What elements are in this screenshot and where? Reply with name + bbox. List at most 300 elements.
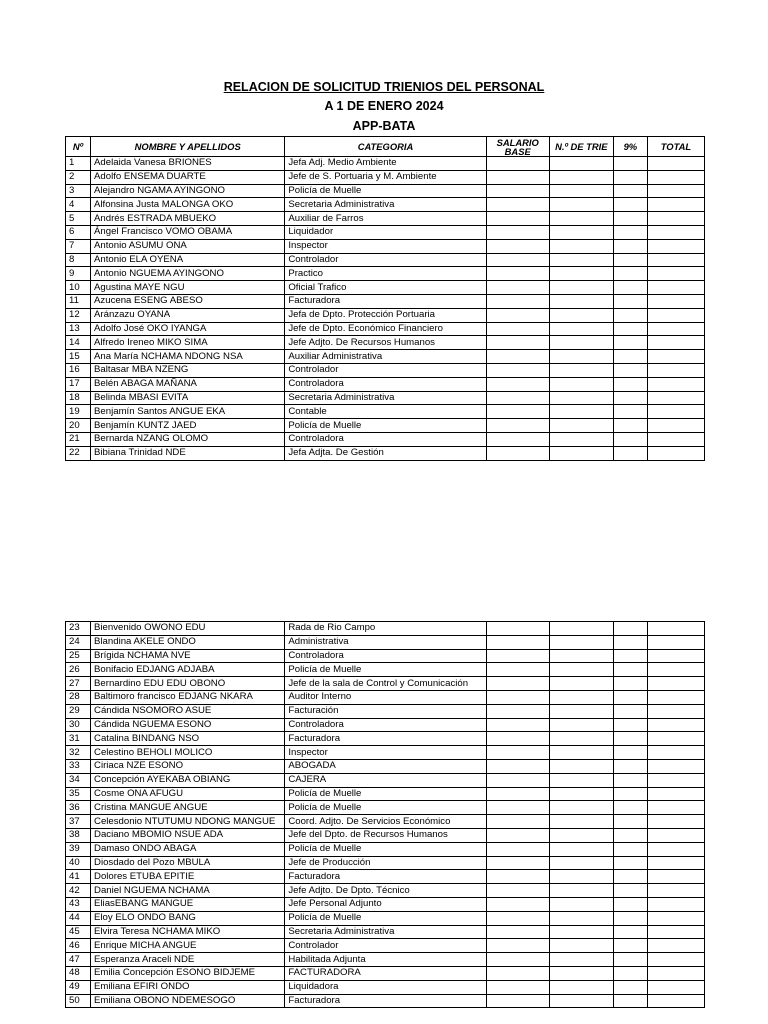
trie-count-cell	[549, 718, 613, 732]
employee-category: Liquidador	[285, 225, 486, 239]
salary-base-cell	[486, 184, 549, 198]
total-cell	[647, 157, 704, 171]
pct-cell	[613, 225, 647, 239]
salary-base-cell	[486, 759, 549, 773]
pct-cell	[613, 994, 647, 1008]
table-row	[66, 690, 705, 704]
total-cell	[647, 336, 704, 350]
row-number: 8	[66, 253, 91, 267]
trie-count-cell	[549, 281, 613, 295]
employee-name: Adolfo ENSEMA DUARTE	[91, 170, 285, 184]
total-cell	[647, 663, 704, 677]
total-cell	[647, 267, 704, 281]
pct-cell	[613, 787, 647, 801]
total-cell	[647, 198, 704, 212]
employee-name: Antonio ELA OYENA	[91, 253, 285, 267]
employee-category: ABOGADA	[285, 759, 486, 773]
row-number: 6	[66, 225, 91, 239]
table-row	[66, 842, 705, 856]
total-cell	[647, 225, 704, 239]
employee-category: Controladora	[285, 432, 486, 446]
employee-name: Aránzazu OYANA	[91, 308, 285, 322]
trie-count-cell	[549, 622, 613, 636]
row-number: 12	[66, 308, 91, 322]
pct-cell	[613, 649, 647, 663]
employee-name: Emilia Concepción ESONO BIDJEME	[91, 966, 285, 980]
row-number: 13	[66, 322, 91, 336]
table-row	[66, 391, 705, 405]
salary-base-cell	[486, 718, 549, 732]
employee-name: Cristina MANGUE ANGUE	[91, 801, 285, 815]
total-cell	[647, 842, 704, 856]
trie-count-cell	[549, 884, 613, 898]
trie-count-cell	[549, 801, 613, 815]
row-number: 3	[66, 184, 91, 198]
row-number: 9	[66, 267, 91, 281]
salary-base-cell	[486, 419, 549, 433]
trie-count-cell	[549, 198, 613, 212]
trie-count-cell	[549, 350, 613, 364]
row-number: 18	[66, 391, 91, 405]
employee-name: Antonio ASUMU ONA	[91, 239, 285, 253]
table-body-part1	[66, 157, 705, 461]
salary-base-cell	[486, 994, 549, 1008]
employee-name: Bernarda NZANG OLOMO	[91, 432, 285, 446]
table-row	[66, 994, 705, 1008]
employee-name: Celestino BEHOLI MOLICO	[91, 746, 285, 760]
table-row	[66, 239, 705, 253]
employee-category: Policía de Muelle	[285, 801, 486, 815]
pct-cell	[613, 718, 647, 732]
salary-base-cell	[486, 815, 549, 829]
table-row	[66, 773, 705, 787]
total-cell	[647, 377, 704, 391]
pct-cell	[613, 281, 647, 295]
salary-base-cell	[486, 432, 549, 446]
row-number: 27	[66, 677, 91, 691]
trie-count-cell	[549, 759, 613, 773]
trie-count-cell	[549, 897, 613, 911]
pct-cell	[613, 405, 647, 419]
employee-category: Secretaria Administrativa	[285, 198, 486, 212]
employee-name: Esperanza Araceli NDE	[91, 953, 285, 967]
salary-base-cell	[486, 267, 549, 281]
employee-category: Auxiliar Administrativa	[285, 350, 486, 364]
pct-cell	[613, 622, 647, 636]
table-row	[66, 281, 705, 295]
employee-category: Contable	[285, 405, 486, 419]
personnel-table-part1	[65, 136, 705, 461]
employee-name: Baltimoro francisco EDJANG NKARA	[91, 690, 285, 704]
salary-base-cell	[486, 294, 549, 308]
employee-category: Policía de Muelle	[285, 663, 486, 677]
table-row	[66, 746, 705, 760]
salary-base-cell	[486, 212, 549, 226]
pct-cell	[613, 939, 647, 953]
pct-cell	[613, 870, 647, 884]
trie-count-cell	[549, 870, 613, 884]
trie-count-cell	[549, 663, 613, 677]
employee-name: Elvira Teresa NCHAMA MIKO	[91, 925, 285, 939]
row-number: 32	[66, 746, 91, 760]
row-number: 46	[66, 939, 91, 953]
trie-count-cell	[549, 980, 613, 994]
total-cell	[647, 635, 704, 649]
employee-category: Jefe Personal Adjunto	[285, 897, 486, 911]
pct-cell	[613, 322, 647, 336]
employee-category: Policía de Muelle	[285, 184, 486, 198]
trie-count-cell	[549, 649, 613, 663]
employee-name: Damaso ONDO ABAGA	[91, 842, 285, 856]
table-row	[66, 704, 705, 718]
pct-cell	[613, 746, 647, 760]
row-number: 44	[66, 911, 91, 925]
trie-count-cell	[549, 966, 613, 980]
table-row	[66, 225, 705, 239]
pct-cell	[613, 953, 647, 967]
table-row	[66, 856, 705, 870]
employee-name: Ciriaca NZE ESONO	[91, 759, 285, 773]
row-number: 7	[66, 239, 91, 253]
table-row	[66, 308, 705, 322]
header-num: Nº	[66, 137, 91, 157]
employee-category: Facturadora	[285, 732, 486, 746]
table-row	[66, 870, 705, 884]
table-body-part2	[66, 622, 705, 1008]
salary-base-cell	[486, 377, 549, 391]
pct-cell	[613, 198, 647, 212]
trie-count-cell	[549, 856, 613, 870]
salary-base-cell	[486, 704, 549, 718]
table-row	[66, 198, 705, 212]
employee-name: Azucena ESENG ABESO	[91, 294, 285, 308]
total-cell	[647, 773, 704, 787]
pct-cell	[613, 363, 647, 377]
employee-name: Benjamín KUNTZ JAED	[91, 419, 285, 433]
pct-cell	[613, 856, 647, 870]
table-row	[66, 828, 705, 842]
row-number: 25	[66, 649, 91, 663]
pct-cell	[613, 212, 647, 226]
pct-cell	[613, 828, 647, 842]
employee-category: CAJERA	[285, 773, 486, 787]
pct-cell	[613, 897, 647, 911]
header-salary-line1: SALARIO	[496, 136, 539, 148]
table-row	[66, 446, 705, 460]
total-cell	[647, 432, 704, 446]
trie-count-cell	[549, 677, 613, 691]
pct-cell	[613, 308, 647, 322]
table-row	[66, 649, 705, 663]
salary-base-cell	[486, 198, 549, 212]
salary-base-cell	[486, 856, 549, 870]
total-cell	[647, 253, 704, 267]
table-row	[66, 718, 705, 732]
salary-base-cell	[486, 635, 549, 649]
document-entity: APP-BATA	[352, 119, 416, 133]
trie-count-cell	[549, 267, 613, 281]
row-number: 43	[66, 897, 91, 911]
table-row	[66, 622, 705, 636]
row-number: 47	[66, 953, 91, 967]
header-trie: N.º DE TRIE	[549, 137, 613, 157]
employee-category: Jefe de la sala de Control y Comunicación	[285, 677, 486, 691]
salary-base-cell	[486, 253, 549, 267]
trie-count-cell	[549, 773, 613, 787]
trie-count-cell	[549, 225, 613, 239]
total-cell	[647, 622, 704, 636]
employee-name: Bonifacio EDJANG ADJABA	[91, 663, 285, 677]
table-row	[66, 377, 705, 391]
table-row	[66, 267, 705, 281]
table-row	[66, 170, 705, 184]
pct-cell	[613, 925, 647, 939]
row-number: 23	[66, 622, 91, 636]
pct-cell	[613, 732, 647, 746]
salary-base-cell	[486, 281, 549, 295]
salary-base-cell	[486, 828, 549, 842]
total-cell	[647, 801, 704, 815]
pct-cell	[613, 966, 647, 980]
trie-count-cell	[549, 635, 613, 649]
total-cell	[647, 746, 704, 760]
table-row	[66, 432, 705, 446]
pct-cell	[613, 635, 647, 649]
employee-category: Jefe de Dpto. Económico Financiero	[285, 322, 486, 336]
row-number: 24	[66, 635, 91, 649]
trie-count-cell	[549, 953, 613, 967]
pct-cell	[613, 759, 647, 773]
salary-base-cell	[486, 649, 549, 663]
employee-name: Agustina MAYE NGU	[91, 281, 285, 295]
table-row	[66, 677, 705, 691]
trie-count-cell	[549, 994, 613, 1008]
employee-name: Adolfo José OKO IYANGA	[91, 322, 285, 336]
table-row	[66, 966, 705, 980]
trie-count-cell	[549, 184, 613, 198]
row-number: 30	[66, 718, 91, 732]
pct-cell	[613, 677, 647, 691]
salary-base-cell	[486, 801, 549, 815]
trie-count-cell	[549, 363, 613, 377]
table-row	[66, 350, 705, 364]
total-cell	[647, 939, 704, 953]
total-cell	[647, 170, 704, 184]
row-number: 4	[66, 198, 91, 212]
pct-cell	[613, 184, 647, 198]
pct-cell	[613, 419, 647, 433]
salary-base-cell	[486, 336, 549, 350]
salary-base-cell	[486, 363, 549, 377]
salary-base-cell	[486, 350, 549, 364]
employee-name: Cosme ONA AFUGU	[91, 787, 285, 801]
table-row	[66, 294, 705, 308]
total-cell	[647, 994, 704, 1008]
total-cell	[647, 690, 704, 704]
total-cell	[647, 759, 704, 773]
table-row	[66, 419, 705, 433]
employee-category: Practico	[285, 267, 486, 281]
trie-count-cell	[549, 391, 613, 405]
employee-name: Bienvenido OWONO EDU	[91, 622, 285, 636]
row-number: 5	[66, 212, 91, 226]
table-row	[66, 732, 705, 746]
row-number: 16	[66, 363, 91, 377]
employee-name: Cándida NGUEMA ESONO	[91, 718, 285, 732]
header-salary	[486, 137, 549, 157]
table-row	[66, 184, 705, 198]
employee-name: Belén ABAGA MAÑANA	[91, 377, 285, 391]
row-number: 48	[66, 966, 91, 980]
trie-count-cell	[549, 336, 613, 350]
employee-name: Daniel NGUEMA NCHAMA	[91, 884, 285, 898]
salary-base-cell	[486, 870, 549, 884]
total-cell	[647, 953, 704, 967]
total-cell	[647, 787, 704, 801]
row-number: 29	[66, 704, 91, 718]
trie-count-cell	[549, 157, 613, 171]
salary-base-cell	[486, 322, 549, 336]
employee-name: Brígida NCHAMA NVE	[91, 649, 285, 663]
total-cell	[647, 884, 704, 898]
row-number: 1	[66, 157, 91, 171]
salary-base-cell	[486, 732, 549, 746]
trie-count-cell	[549, 294, 613, 308]
employee-name: Alfonsina Justa MALONGA OKO	[91, 198, 285, 212]
employee-category: Auditor Interno	[285, 690, 486, 704]
employee-category: Controlador	[285, 253, 486, 267]
employee-name: Andrés ESTRADA MBUEKO	[91, 212, 285, 226]
total-cell	[647, 718, 704, 732]
employee-category: Secretaria Administrativa	[285, 391, 486, 405]
salary-base-cell	[486, 622, 549, 636]
employee-category: Secretaria Administrativa	[285, 925, 486, 939]
salary-base-cell	[486, 677, 549, 691]
row-number: 28	[66, 690, 91, 704]
table-row	[66, 953, 705, 967]
row-number: 33	[66, 759, 91, 773]
table-row	[66, 884, 705, 898]
salary-base-cell	[486, 157, 549, 171]
trie-count-cell	[549, 925, 613, 939]
employee-category: Facturadora	[285, 294, 486, 308]
employee-name: Ana María NCHAMA NDONG NSA	[91, 350, 285, 364]
table-row	[66, 925, 705, 939]
pct-cell	[613, 801, 647, 815]
total-cell	[647, 419, 704, 433]
document-title: RELACION DE SOLICITUD TRIENIOS DEL PERSONAL	[223, 80, 545, 94]
pct-cell	[613, 446, 647, 460]
employee-name: Adelaida Vanesa BRIONES	[91, 157, 285, 171]
employee-category: Habilitada Adjunta	[285, 953, 486, 967]
total-cell	[647, 980, 704, 994]
salary-base-cell	[486, 911, 549, 925]
table-row	[66, 212, 705, 226]
employee-name: Baltasar MBA NZENG	[91, 363, 285, 377]
employee-category: Facturadora	[285, 870, 486, 884]
pct-cell	[613, 432, 647, 446]
table-row	[66, 635, 705, 649]
employee-name: Diosdado del Pozo MBULA	[91, 856, 285, 870]
table-row	[66, 801, 705, 815]
pct-cell	[613, 815, 647, 829]
pct-cell	[613, 842, 647, 856]
employee-category: Controladora	[285, 649, 486, 663]
employee-category: Liquidadora	[285, 980, 486, 994]
salary-base-cell	[486, 308, 549, 322]
trie-count-cell	[549, 815, 613, 829]
row-number: 37	[66, 815, 91, 829]
header-pct: 9%	[613, 137, 647, 157]
total-cell	[647, 405, 704, 419]
total-cell	[647, 870, 704, 884]
employee-category: Jefa Adj. Medio Ambiente	[285, 157, 486, 171]
row-number: 17	[66, 377, 91, 391]
salary-base-cell	[486, 239, 549, 253]
salary-base-cell	[486, 842, 549, 856]
salary-base-cell	[486, 925, 549, 939]
employee-name: Eloy ELO ONDO BANG	[91, 911, 285, 925]
pct-cell	[613, 336, 647, 350]
header-total: TOTAL	[647, 137, 704, 157]
total-cell	[647, 856, 704, 870]
row-number: 14	[66, 336, 91, 350]
employee-category: Coord. Adjto. De Servicios Económico	[285, 815, 486, 829]
header-salary-line2: BASE	[504, 145, 531, 157]
row-number: 41	[66, 870, 91, 884]
employee-category: Jefe Adjto. De Recursos Humanos	[285, 336, 486, 350]
total-cell	[647, 828, 704, 842]
employee-category: Inspector	[285, 746, 486, 760]
trie-count-cell	[549, 170, 613, 184]
salary-base-cell	[486, 897, 549, 911]
salary-base-cell	[486, 884, 549, 898]
total-cell	[647, 966, 704, 980]
salary-base-cell	[486, 787, 549, 801]
pct-cell	[613, 884, 647, 898]
salary-base-cell	[486, 405, 549, 419]
table-row	[66, 322, 705, 336]
row-number: 34	[66, 773, 91, 787]
total-cell	[647, 677, 704, 691]
trie-count-cell	[549, 419, 613, 433]
row-number: 2	[66, 170, 91, 184]
trie-count-cell	[549, 253, 613, 267]
salary-base-cell	[486, 773, 549, 787]
employee-name: Cándida NSOMORO ASUE	[91, 704, 285, 718]
pct-cell	[613, 239, 647, 253]
row-number: 38	[66, 828, 91, 842]
total-cell	[647, 184, 704, 198]
employee-category: Administrativa	[285, 635, 486, 649]
trie-count-cell	[549, 746, 613, 760]
trie-count-cell	[549, 322, 613, 336]
pct-cell	[613, 294, 647, 308]
trie-count-cell	[549, 690, 613, 704]
trie-count-cell	[549, 432, 613, 446]
trie-count-cell	[549, 239, 613, 253]
table-header-row	[66, 137, 705, 157]
trie-count-cell	[549, 405, 613, 419]
personnel-table-part2	[65, 621, 705, 1008]
trie-count-cell	[549, 842, 613, 856]
salary-base-cell	[486, 746, 549, 760]
employee-name: Blandina AKELE ONDO	[91, 635, 285, 649]
trie-count-cell	[549, 212, 613, 226]
total-cell	[647, 350, 704, 364]
employee-category: Jefe Adjto. De Dpto. Técnico	[285, 884, 486, 898]
total-cell	[647, 294, 704, 308]
